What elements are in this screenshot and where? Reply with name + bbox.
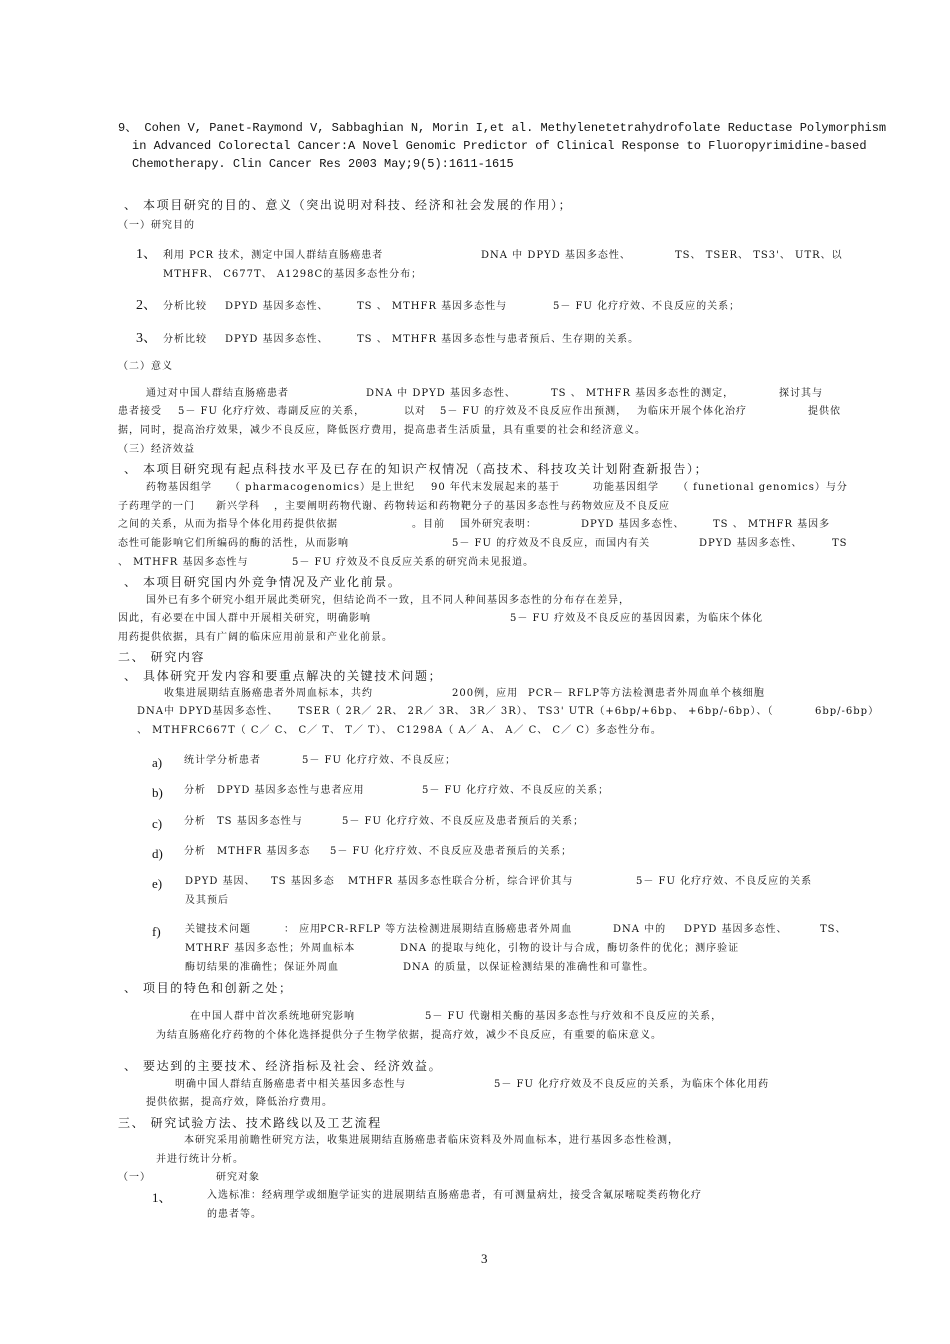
paragraph-text: 5－ FU 疗效及不良反应的基因因素，为临床个体化	[510, 613, 764, 624]
paragraph-text: 以对	[404, 406, 426, 417]
paragraph-text: 子药理学的一门	[118, 501, 195, 512]
paragraph-text: 因此，有必要在中国人群中开展相关研究，明确影响	[118, 613, 371, 624]
paragraph-text: 新兴学科	[216, 501, 260, 512]
list-item-text: MTHFR 基因多态	[217, 846, 311, 857]
paragraph-text: TS	[832, 538, 848, 549]
paragraph-text: 5－ FU 的疗效及不良反应作出预测，	[440, 406, 628, 417]
paragraph-text: 提供依	[808, 406, 841, 417]
list-item-text: DPYD 基因、	[185, 876, 256, 887]
paragraph-text: 国外研究表明：	[460, 519, 537, 530]
paragraph-text: 之间的关系，从而为指导个体化用药提供依据	[118, 519, 338, 530]
section-heading: 、 本项目研究国内外竞争情况及产业化前景。	[124, 575, 402, 589]
list-label: f)	[152, 924, 161, 939]
list-item-text: TS 、 MTHFR 基因多态性与患者预后、生存期的关系。	[357, 334, 640, 345]
paragraph-text: 、 MTHFR 基因多态性与	[118, 557, 249, 568]
paragraph-text: DPYD 基因多态性、	[699, 538, 803, 549]
paragraph-text: DNA中 DPYD基因多态性、	[137, 706, 279, 717]
section-heading: 、 本项目研究现有起点科技水平及已存在的知识产权情况（高技术、科技攻关计划附查新报告）；	[124, 462, 709, 476]
paragraph-text: 国外已有多个研究小组开展此类研究，但结论尚不一致，且不同人种间基因多态性的分布存在差异，	[146, 595, 630, 606]
list-label: b)	[152, 785, 163, 800]
list-label: a)	[152, 755, 163, 770]
paragraph-text: 提供依据，提高疗效，降低治疗费用。	[146, 1097, 333, 1108]
list-label: d)	[152, 846, 163, 861]
list-item-text: DPYD 基因多态性与患者应用	[217, 785, 365, 796]
paragraph-text: 态性可能影响它们所编码的酶的活性，从而影响	[118, 538, 349, 549]
paragraph-text: 。目前	[412, 519, 445, 530]
list-item-text: 统计学分析患者	[184, 755, 261, 766]
list-number: 2、	[136, 298, 157, 313]
list-item-text: 分析	[184, 816, 206, 827]
list-item-text: 关键技术问题	[185, 924, 251, 935]
list-item-text: DNA 中 DPYD 基因多态性、	[481, 250, 631, 261]
list-item-text: MTHFR、 C677T、 A1298C的基因多态性分布；	[163, 269, 423, 280]
list-item-text: PCR-RFLP 等方法检测进展期结直肠癌患者外周血	[320, 924, 573, 935]
list-item-text: 利用 PCR 技术，测定中国人群结直肠癌患者	[163, 250, 384, 261]
paragraph-text: 本研究采用前瞻性研究方法，收集进展期结直肠癌患者临床资料及外周血标本，进行基因多态性检测，	[184, 1135, 679, 1146]
paragraph-text: TS 、 MTHFR 基因多	[713, 519, 831, 530]
list-item-text: 分析	[184, 846, 206, 857]
paragraph-text: 5－ FU 疗效及不良反应关系的研究尚未见报道。	[292, 557, 535, 568]
list-item-text: DPYD 基因多态性、	[225, 301, 329, 312]
paragraph-text: 药物基因组学	[146, 482, 212, 493]
paragraph-text: 200例，应用	[452, 688, 519, 699]
paragraph-text: 5－ FU 化疗疗效及不良反应的关系，为临床个体化用药	[494, 1079, 770, 1090]
list-item-text: DNA 的质量，以保证检测结果的准确性和可靠性。	[403, 962, 655, 973]
list-label: e)	[152, 876, 163, 891]
paragraph-text: ，主要阐明药物代谢、药物转运和药物靶分子的基因多态性与药物效应及不良反应	[274, 501, 670, 512]
list-item-text: TS 基因多态性与	[217, 816, 303, 827]
paragraph-text: DNA 中 DPYD 基因多态性、	[366, 388, 516, 399]
list-item-text: MTHRF 基因多态性；外周血标本	[185, 943, 356, 954]
list-item-text: DNA 中的	[613, 924, 667, 935]
subheading: （一）	[118, 1172, 151, 1183]
list-item-text: 5－ FU 化疗疗效、不良反应的关系	[636, 876, 813, 887]
paragraph-text: 并进行统计分析。	[156, 1154, 244, 1165]
section-heading: 、 本项目研究的目的、意义（突出说明对科技、经济和社会发展的作用）；	[124, 198, 573, 212]
list-item-text: TS、 TSER、 TS3'、 UTR、以	[675, 250, 843, 261]
list-item-text: 5－ FU 化疗疗效、不良反应及患者预后的关系；	[330, 846, 573, 857]
paragraph-text: 明确中国人群结直肠癌患者中相关基因多态性与	[175, 1079, 406, 1090]
reference-line: 9、 Cohen V, Panet-Raymond V, Sabbaghian N, Morin I,et al. Methylenetetrahydrofolate Reductase Polymorphism	[118, 121, 887, 135]
list-item-text: MTHFR 基因多态性联合分析，综合评价其与	[348, 876, 574, 887]
list-item-text: ： 应用	[284, 924, 322, 935]
list-item-text: 酶切结果的准确性；保证外周血	[185, 962, 339, 973]
list-item-text: TS 基因多态	[271, 876, 335, 887]
paragraph-text: 6bp/-6bp）	[815, 706, 880, 717]
list-item-text: 5－ FU 化疗疗效、不良反应及患者预后的关系；	[342, 816, 585, 827]
paragraph-text: 5－ FU 化疗疗效、毒副反应的关系，	[178, 406, 366, 417]
list-number: 3、	[136, 331, 157, 346]
paragraph-text: 为临床开展个体化治疗	[637, 406, 747, 417]
paragraph-text: TS 、 MTHFR 基因多态性的测定，	[551, 388, 735, 399]
paragraph-text: 通过对中国人群结直肠癌患者	[146, 388, 289, 399]
paragraph-text: 功能基因组学	[593, 482, 659, 493]
paragraph-text: PCR－ RFLP等方法检测患者外周血单个核细胞	[528, 688, 765, 699]
paragraph-text: 5－ FU 代谢相关酶的基因多态性与疗效和不良反应的关系，	[425, 1011, 723, 1022]
list-item-text: 5－ FU 化疗疗效、不良反应的关系；	[553, 301, 741, 312]
paragraph-text: 探讨其与	[779, 388, 823, 399]
list-number: 1、	[136, 247, 157, 262]
paragraph-text: 入选标准：经病理学或细胞学证实的进展期结直肠癌患者，有可测量病灶，接受含氟尿嘧啶类药物化疗	[207, 1190, 702, 1201]
chapter-title: 二、 研究内容	[118, 650, 206, 664]
list-item-text: 分析比较	[163, 301, 207, 312]
reference-line: Chemotherapy. Clin Cancer Res 2003 May;9(5):1611-1615	[132, 157, 514, 171]
paragraph-text: 收集进展期结直肠癌患者外周血标本，共约	[164, 688, 373, 699]
list-item-text: 及其预后	[185, 895, 229, 906]
list-item-text: 分析比较	[163, 334, 207, 345]
subheading: 研究对象	[216, 1172, 260, 1183]
paragraph-text: 在中国人群中首次系统地研究影响	[190, 1011, 355, 1022]
paragraph-text: 用药提供依据，具有广阔的临床应用前景和产业化前景。	[118, 632, 393, 643]
list-label: c)	[152, 816, 163, 831]
subheading: （一）研究目的	[118, 220, 195, 231]
section-heading: 、 具体研究开发内容和要重点解决的关键技术问题；	[124, 669, 443, 683]
paragraph-text: 90 年代末发展起来的基于	[431, 482, 560, 493]
list-item-text: DPYD 基因多态性、	[225, 334, 329, 345]
paragraph-text: 、 MTHFRC667T（ C／ C、 C／ T、 T／ T）、 C1298A（ A／ A、 A／ C、 C／ C）多态性分布。	[137, 725, 662, 736]
section-heading: 、 要达到的主要技术、经济指标及社会、经济效益。	[124, 1059, 443, 1073]
paragraph-text: DPYD 基因多态性、	[581, 519, 685, 530]
subheading: （三）经济效益	[118, 444, 195, 455]
section-heading: 、 项目的特色和创新之处；	[124, 981, 293, 995]
list-number: 1、	[152, 1190, 172, 1205]
paragraph-text: （ funetional genomics）与分	[678, 482, 848, 493]
subheading: （二）意义	[118, 361, 173, 372]
list-item-text: DNA 的提取与纯化，引物的设计与合成，酶切条件的优化；测序验证	[400, 943, 740, 954]
list-item-text: 分析	[184, 785, 206, 796]
list-item-text: 5－ FU 化疗疗效、不良反应的关系；	[422, 785, 610, 796]
paragraph-text: TSER（ 2R／ 2R、 2R／ 3R、 3R／ 3R）、 TS3' UTR（+6bp/+6bp、 +6bp/-6bp）、（	[298, 706, 774, 717]
paragraph-text: 为结直肠癌化疗药物的个体化选择提供分子生物学依据，提高疗效，减少不良反应，有重要的临床意义。	[156, 1030, 662, 1041]
list-item-text: 5－ FU 化疗疗效、不良反应；	[302, 755, 457, 766]
reference-line: in Advanced Colorectal Cancer:A Novel Genomic Predictor of Clinical Response to Fluoropyrimidine-based	[132, 139, 867, 153]
paragraph-text: 患者接受	[118, 406, 162, 417]
paragraph-text: （ pharmacogenomics）是上世纪	[230, 482, 416, 493]
page-number: 3	[481, 1251, 488, 1266]
list-item-text: TS 、 MTHFR 基因多态性与	[357, 301, 508, 312]
paragraph-text: 据，同时，提高治疗效果，减少不良反应，降低医疗费用，提高患者生活质量，具有重要的社会和经济意义。	[118, 425, 646, 436]
list-item-text: DPYD 基因多态性、	[684, 924, 788, 935]
chapter-title: 三、 研究试验方法、技术路线以及工艺流程	[118, 1116, 382, 1130]
paragraph-text: 5－ FU 的疗效及不良反应，而国内有关	[452, 538, 651, 549]
list-item-text: TS、	[820, 924, 847, 935]
paragraph-text: 的患者等。	[207, 1209, 262, 1220]
